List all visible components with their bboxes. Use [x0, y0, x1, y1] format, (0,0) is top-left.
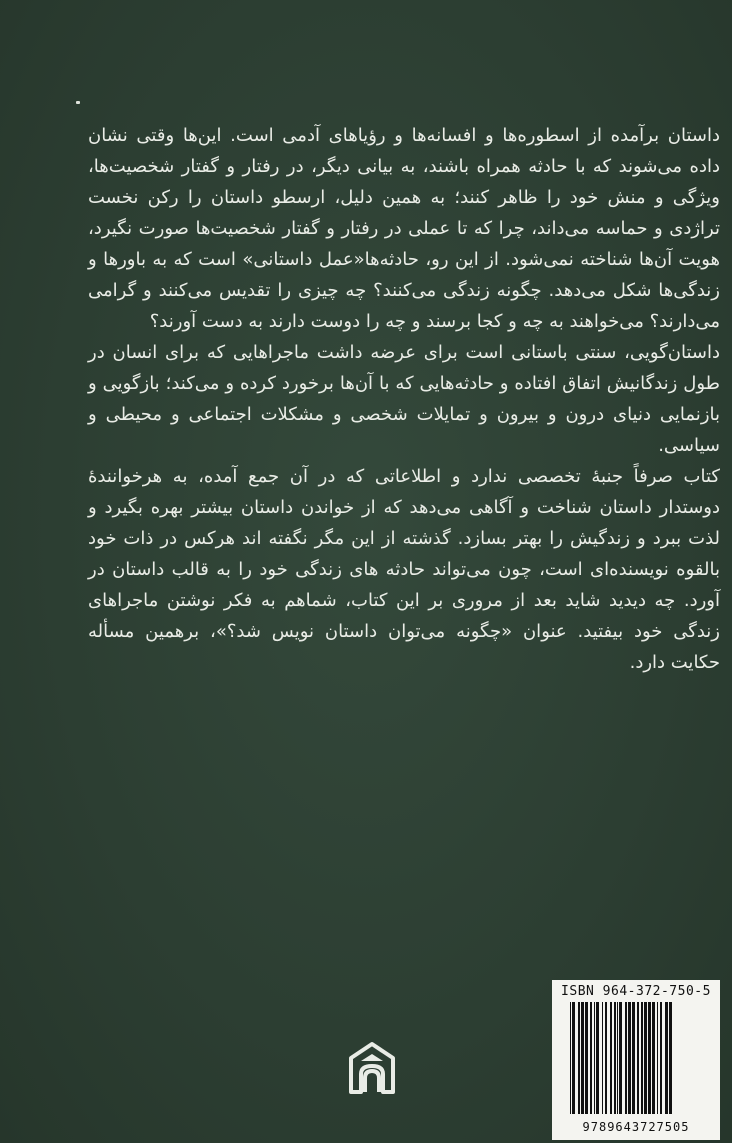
- isbn-label: ISBN 964-372-750-5: [561, 984, 711, 999]
- blurb-text: [88, 120, 720, 678]
- publisher-logo-icon: [345, 1040, 399, 1098]
- paragraph-3: کتاب صرفاً جنبۀ تخصصی ندارد و اطلاعاتی که در آن جمع آمده، به هرخوانندۀ دوستدار داستان شناخت و آگاهی می‌دهد که از خواندن داستان بیشتر بهره بگیرد و لذت ببرد و زندگیش را بهتر بسازد. گذشته از این مگر نگفته اند هرکس در ذات خود بالقوه نویسنده‌ای است، چون می‌تواند حادثه های زندگی خود را به قالب داستان در آورد. چه دیدید شاید بعد از مروری بر این کتاب، شماهم به فکر نوشتن ماجراهای زندگی خود بیفتید. عنوان «چگونه می‌توان داستان نویس شد؟»، برهمین مسأله حکایت دارد.: [88, 466, 720, 673]
- barcode-icon: [568, 1002, 716, 1114]
- ean-digits: 9789643727505: [582, 1120, 690, 1134]
- decorative-dot: [76, 101, 80, 104]
- isbn-barcode-box: [552, 980, 720, 1140]
- paragraph-1: داستان برآمده از اسطوره‌ها و افسانه‌ها و رؤیاهای آدمی است. این‌ها وقتی نشان داده می‌شوند که با حادثه همراه باشند، به بیانی دیگر، در رفتار و گفتار شخصیت‌ها، ویژگی و منش خود را ظاهر کنند؛ به همین دلیل، ارسطو داستان را رکن نخست تراژدی و حماسه می‌داند، چرا که تا عملی در رفتار و گفتار شخصیت‌ها صورت نگیرد، هویت آن‌ها شناخته نمی‌شود. از این رو، حادثه‌ها«عمل داستانی» است که به باورها و زندگی‌ها شکل می‌دهد. چگونه زندگی می‌کنند؟ چه چیزی را تقدیس می‌کنند و گرامی می‌دارند؟ می‌خواهند به چه و کجا برسند و چه را دوست دارند به دست آورند؟: [88, 125, 720, 332]
- paragraph-2: داستان‌گویی، سنتی باستانی است برای عرضه داشت ماجراهایی که برای انسان در طول زندگانیش اتفاق افتاده و حادثه‌هایی که با آن‌ها برخورد کرده و می‌کند؛ بازگویی و بازنمایی دنیای درون و بیرون و تمایلات شخصی و مشکلات اجتماعی و محیطی و سیاسی.: [88, 342, 720, 456]
